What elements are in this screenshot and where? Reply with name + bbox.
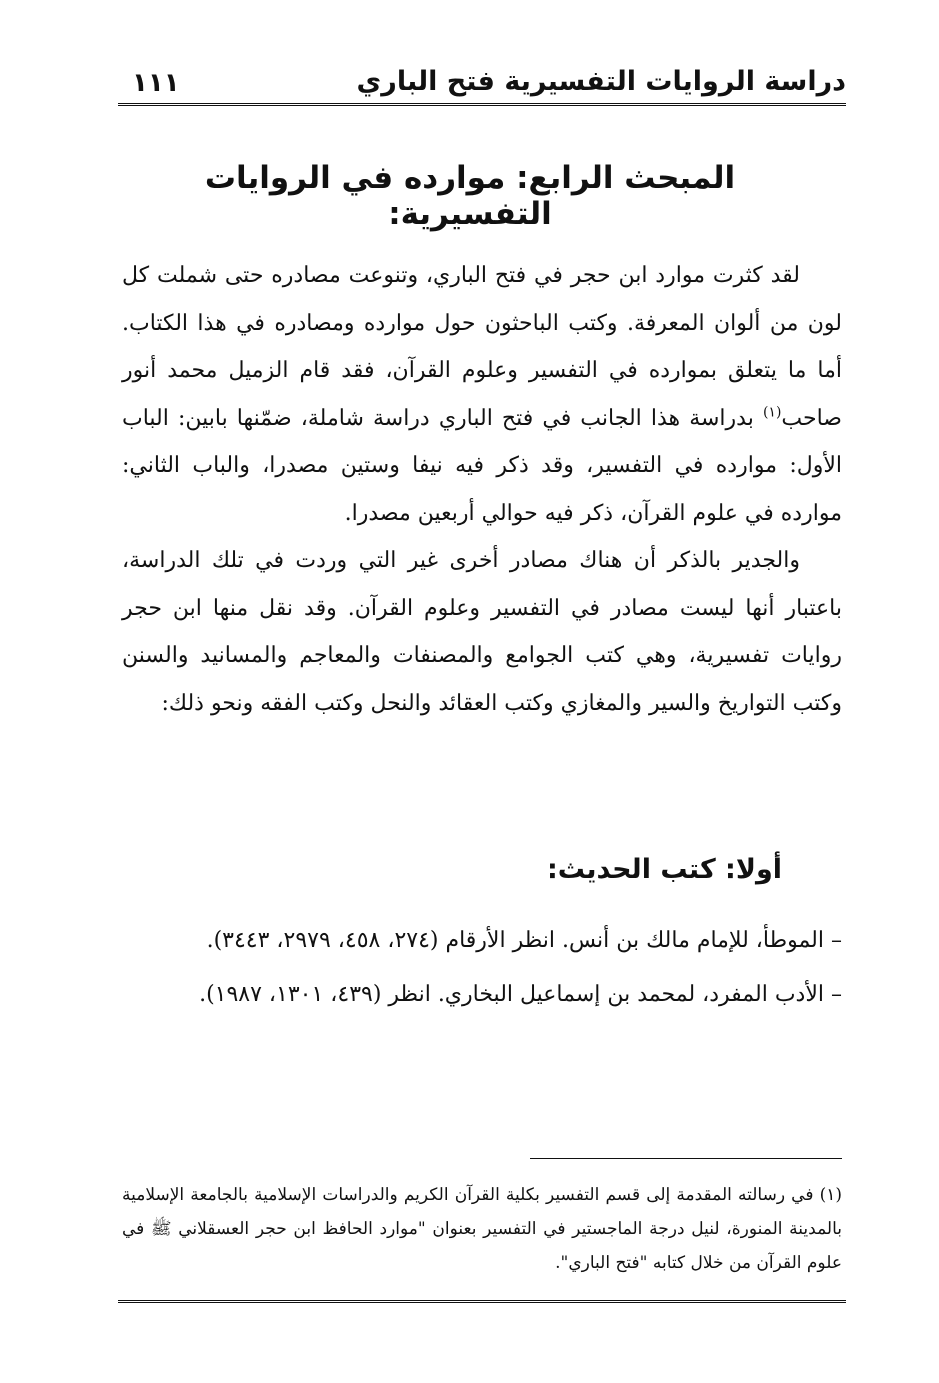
- header-rule: [118, 103, 846, 106]
- list-item: – الأدب المفرد، لمحمد بن إسماعيل البخاري. انظر (٤٣٩، ١٣٠١، ١٩٨٧).: [199, 982, 842, 1007]
- bottom-rule: [118, 1300, 846, 1303]
- footnote-separator: [530, 1158, 842, 1159]
- footnote: (١) في رسالته المقدمة إلى قسم التفسير بكلية القرآن الكريم والدراسات الإسلامية بالجامعة الإسلامية بالمدينة المنورة، لنيل درجة الماجستير في التفسير بعنوان "موارد الحافظ ابن حجر العسقلاني ﷺ في علوم القرآن من خلال كتابه "فتح الباري".: [122, 1185, 842, 1273]
- list-item: – الموطأ، للإمام مالك بن أنس. انظر الأرقام (٢٧٤، ٤٥٨، ٢٩٧٩، ٣٤٤٣).: [206, 928, 842, 953]
- running-header: [118, 62, 846, 106]
- paragraph-1-continuation: بدراسة هذا الجانب في فتح الباري دراسة شاملة، ضمّنها بابين: الباب الأول: موارده في التفسير، وقد ذكر فيه نيفا وستين مصدرا، والباب الثاني: موارده في علوم القرآن، ذكر فيه حوالي أربعين مصدرا.: [122, 405, 842, 526]
- section-heading: المبحث الرابع: موارده في الروايات التفسيرية:: [204, 160, 736, 232]
- subsection-heading: أولا: كتب الحديث:: [546, 854, 782, 885]
- page-number: ١١١: [132, 68, 180, 98]
- paragraph-2: والجدير بالذكر أن هناك مصادر أخرى غير التي وردت في تلك الدراسة، باعتبار أنها ليست مصادر في التفسير وعلوم القرآن. وقد نقل منها ابن حجر روايات تفسيرية، وهي كتب الجوامع والمصنفات والمعاجم والمسانيد والسنن وكتب التواريخ والسير والمغازي وكتب العقائد والنحل وكتب الفقه ونحو ذلك:: [122, 548, 842, 716]
- book-list: [122, 916, 842, 1024]
- body-text: [122, 252, 842, 727]
- running-title: دراسة الروايات التفسيرية فتح الباري: [356, 66, 846, 97]
- paragraph-1: [122, 252, 842, 537]
- paragraph-1-text: لقد كثرت موارد ابن حجر في فتح الباري، وتنوعت مصادره حتى شملت كل لون من ألوان المعرفة. وكتب الباحثون حول موارده ومصادره في هذا الكتاب. أما ما يتعلق بموارده في التفسير وعلوم القرآن، فقد قام الزميل محمد أنور صاحب: [122, 263, 842, 431]
- footnote-reference[interactable]: (١): [762, 404, 782, 421]
